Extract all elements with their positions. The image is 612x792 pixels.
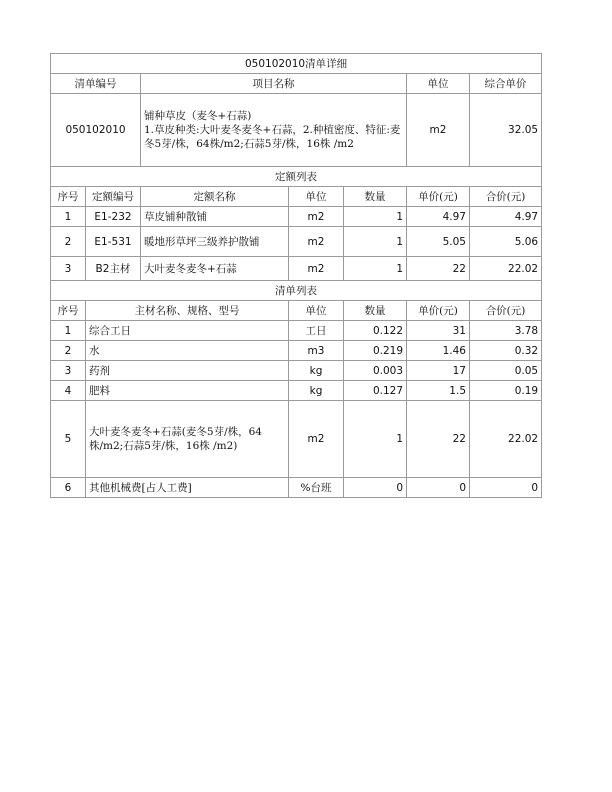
- list-unit-header: 单位: [289, 301, 344, 321]
- quota-price-header: 单价(元): [407, 187, 470, 207]
- table-row: [51, 227, 542, 257]
- bill-price-header: 综合单价: [470, 74, 542, 94]
- list-unit: kg: [289, 381, 344, 401]
- table-row: [51, 341, 542, 361]
- list-no: 2: [51, 341, 86, 361]
- list-unit: kg: [289, 361, 344, 381]
- table-row: [51, 381, 542, 401]
- quota-qty: 1: [344, 227, 407, 257]
- quota-unit-header: 单位: [289, 187, 344, 207]
- quota-code: B2主材: [86, 257, 141, 281]
- list-unit: %台班: [289, 478, 344, 498]
- list-no-header: 序号: [51, 301, 86, 321]
- list-name: 综合工日: [86, 321, 289, 341]
- quota-price: 4.97: [407, 207, 470, 227]
- table-row: [51, 361, 542, 381]
- list-total-header: 合价(元): [470, 301, 542, 321]
- list-unit: 工日: [289, 321, 344, 341]
- quota-unit: m2: [289, 207, 344, 227]
- quota-no: 1: [51, 207, 86, 227]
- quota-total: 5.06: [470, 227, 542, 257]
- list-name: 药剂: [86, 361, 289, 381]
- table-row: [51, 257, 542, 281]
- quota-price: 5.05: [407, 227, 470, 257]
- table-row: [51, 401, 542, 478]
- quota-unit: m2: [289, 227, 344, 257]
- list-total: 0.05: [470, 361, 542, 381]
- table-title: 050102010清单详细: [51, 54, 542, 74]
- quota-price: 22: [407, 257, 470, 281]
- table-row: [51, 207, 542, 227]
- list-qty: 0.003: [344, 361, 407, 381]
- quota-total: 4.97: [470, 207, 542, 227]
- list-total: 22.02: [470, 401, 542, 478]
- list-total: 3.78: [470, 321, 542, 341]
- list-no: 6: [51, 478, 86, 498]
- quota-code: E1-232: [86, 207, 141, 227]
- quota-name: 暖地形草坪三级养护散铺: [141, 227, 289, 257]
- bill-price: 32.05: [470, 94, 542, 167]
- list-price: 1.46: [407, 341, 470, 361]
- quota-total: 22.02: [470, 257, 542, 281]
- list-price: 22: [407, 401, 470, 478]
- list-price-header: 单价(元): [407, 301, 470, 321]
- list-name: 其他机械费[占人工费]: [86, 478, 289, 498]
- quota-name-header: 定额名称: [141, 187, 289, 207]
- quota-name: 大叶麦冬麦冬+石蒜: [141, 257, 289, 281]
- list-price: 31: [407, 321, 470, 341]
- list-no: 3: [51, 361, 86, 381]
- quota-code-header: 定额编号: [86, 187, 141, 207]
- list-section-title: 清单列表: [51, 281, 542, 301]
- list-price: 1.5: [407, 381, 470, 401]
- quota-no-header: 序号: [51, 187, 86, 207]
- bill-name: [141, 94, 407, 167]
- table-row: [51, 321, 542, 341]
- quota-qty: 1: [344, 257, 407, 281]
- quota-qty: 1: [344, 207, 407, 227]
- list-name: 水: [86, 341, 289, 361]
- quota-code: E1-531: [86, 227, 141, 257]
- list-price: 0: [407, 478, 470, 498]
- quota-no: 2: [51, 227, 86, 257]
- bill-code-header: 清单编号: [51, 74, 141, 94]
- list-qty: 0: [344, 478, 407, 498]
- list-no: 5: [51, 401, 86, 478]
- quota-no: 3: [51, 257, 86, 281]
- list-no: 4: [51, 381, 86, 401]
- list-name: 大叶麦冬麦冬+石蒜(麦冬5芽/株，64株/m2;石蒜5芽/株，16株 /m2): [86, 401, 289, 478]
- bill-detail-table: [50, 53, 542, 498]
- list-total: 0.19: [470, 381, 542, 401]
- quota-total-header: 合价(元): [470, 187, 542, 207]
- quota-section-title: 定额列表: [51, 167, 542, 187]
- list-qty-header: 数量: [344, 301, 407, 321]
- list-unit: m3: [289, 341, 344, 361]
- list-name: 肥料: [86, 381, 289, 401]
- list-qty: 0.219: [344, 341, 407, 361]
- list-total: 0.32: [470, 341, 542, 361]
- quota-qty-header: 数量: [344, 187, 407, 207]
- bill-code: 050102010: [51, 94, 141, 167]
- list-qty: 0.122: [344, 321, 407, 341]
- list-unit: m2: [289, 401, 344, 478]
- list-no: 1: [51, 321, 86, 341]
- bill-unit-header: 单位: [407, 74, 470, 94]
- bill-unit: m2: [407, 94, 470, 167]
- bill-name-line2: 1.草皮种类:大叶麦冬麦冬+石蒜，2.种植密度、特征:麦冬5芽/株，64株/m2;石蒜5芽/株，16株 /m2: [144, 124, 401, 150]
- list-qty: 0.127: [344, 381, 407, 401]
- list-qty: 1: [344, 401, 407, 478]
- quota-name: 草皮铺种散铺: [141, 207, 289, 227]
- list-price: 17: [407, 361, 470, 381]
- bill-name-header: 项目名称: [141, 74, 407, 94]
- list-total: 0: [470, 478, 542, 498]
- table-row: [51, 478, 542, 498]
- list-name-header: 主材名称、规格、型号: [86, 301, 289, 321]
- quota-unit: m2: [289, 257, 344, 281]
- bill-name-line1: 铺种草皮（麦冬+石蒜): [144, 110, 252, 122]
